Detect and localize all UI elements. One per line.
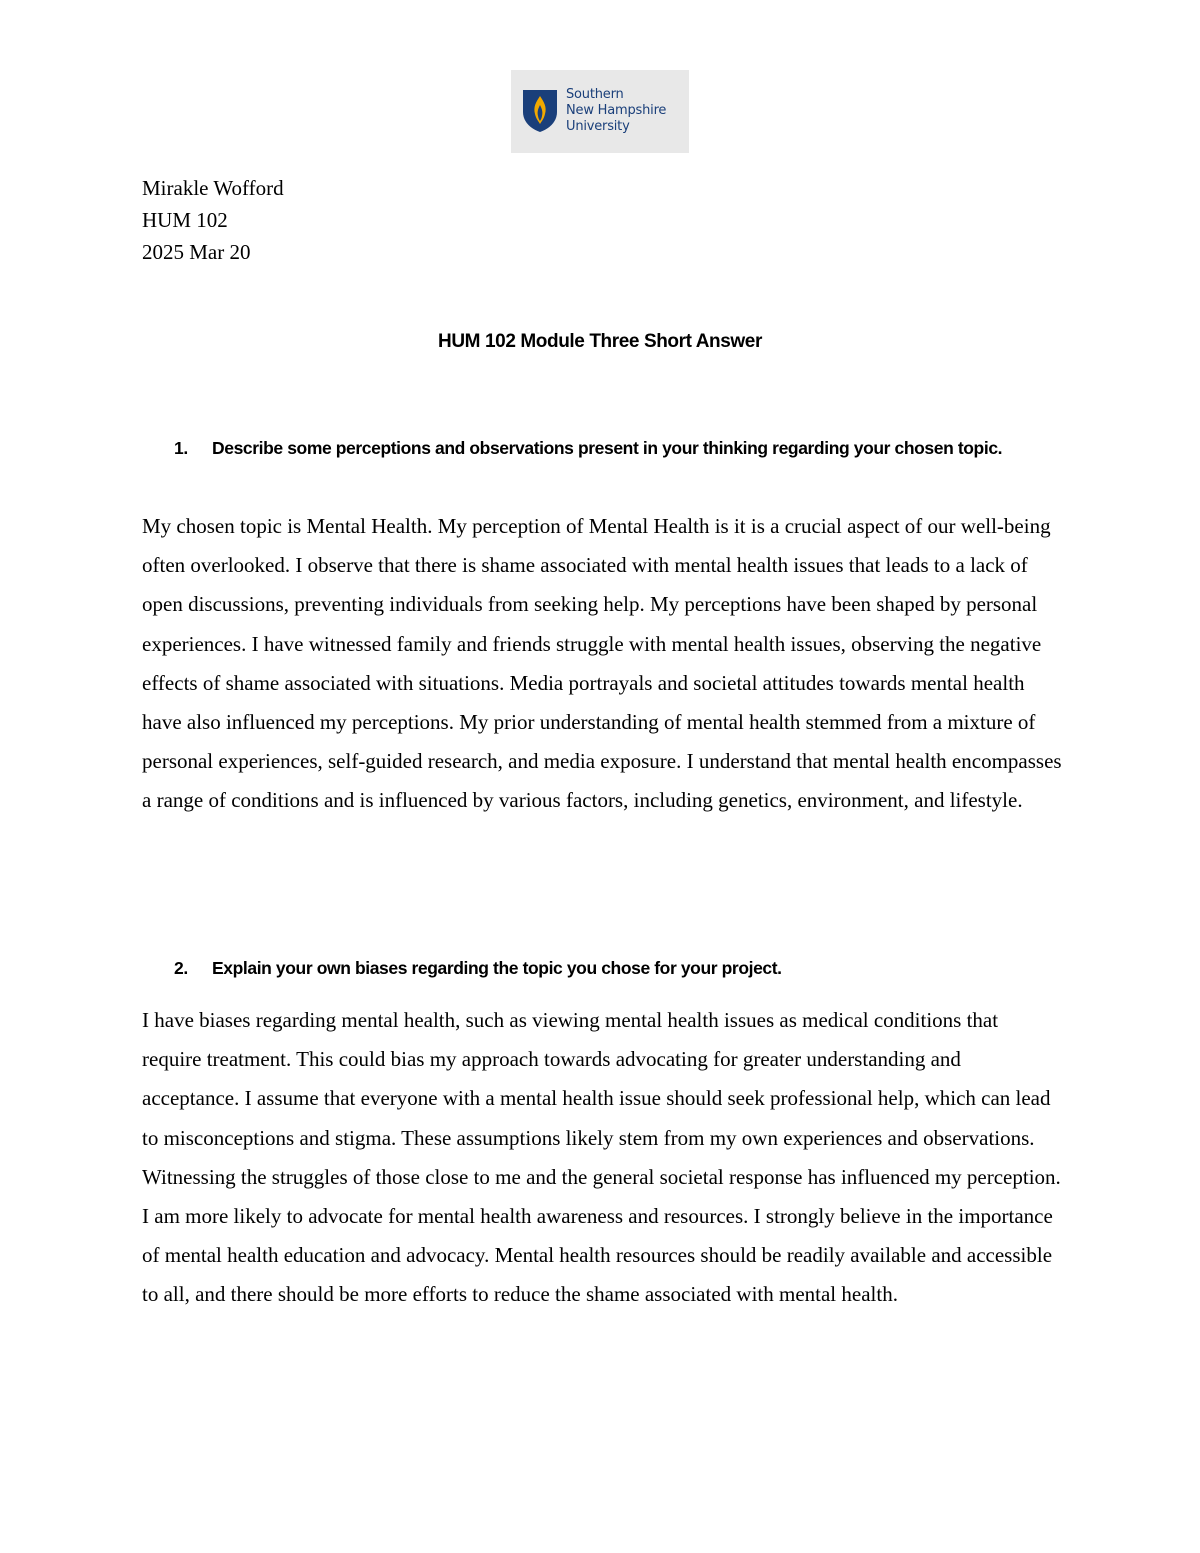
course-code: HUM 102	[142, 208, 228, 232]
question-text: Explain your own biases regarding the topic you chose for your project.	[212, 958, 782, 978]
logo-wordmark	[566, 87, 666, 135]
logo-line-2: New Hampshire	[566, 103, 667, 118]
submission-date: 2025 Mar 20	[142, 240, 251, 264]
author-name: Mirakle Wofford	[142, 176, 284, 200]
document-title: HUM 102 Module Three Short Answer	[438, 331, 762, 352]
question-text: Describe some perceptions and observations present in your thinking regarding your chosen topic.	[212, 438, 1003, 458]
question-1	[142, 436, 1042, 461]
answer-1: My chosen topic is Mental Health. My perception of Mental Health is it is a crucial aspect of our well-being often overlooked. I observe that there is shame associated with mental health issues that leads to a lack of open discussions, preventing individuals from seeking help. My perceptions have been shaped by personal experiences. I have witnessed family and friends struggle with mental health issues, observing the negative effects of shame associated with situations. Media portrayals and societal attitudes towards mental health have also influenced my perceptions. My prior understanding of mental health stemmed from a mixture of personal experiences, self-guided research, and media exposure. I understand that mental health encompasses a range of conditions and is influenced by various factors, including genetics, environment, and lifestyle.	[142, 514, 1062, 813]
university-logo	[511, 70, 689, 153]
shield-flame-icon	[521, 88, 559, 134]
question-2	[142, 956, 1042, 981]
question-number: 2.	[174, 958, 188, 978]
logo-line-3: University	[566, 119, 630, 134]
question-number: 1.	[174, 438, 188, 458]
logo-line-1: Southern	[566, 87, 624, 102]
answer-2: I have biases regarding mental health, such as viewing mental health issues as medical conditions that require treatment. This could bias my approach towards advocating for greater understanding and acceptance. I assume that everyone with a mental health issue should seek professional help, which can lead to misconceptions and stigma. These assumptions likely stem from my own experiences and observations. Witnessing the struggles of those close to me and the general societal response has influenced my perception. I am more likely to advocate for mental health awareness and resources. I strongly believe in the importance of mental health education and advocacy. Mental health resources should be readily available and accessible to all, and there should be more efforts to reduce the shame associated with mental health.	[142, 1008, 1061, 1307]
author-header	[142, 172, 284, 268]
